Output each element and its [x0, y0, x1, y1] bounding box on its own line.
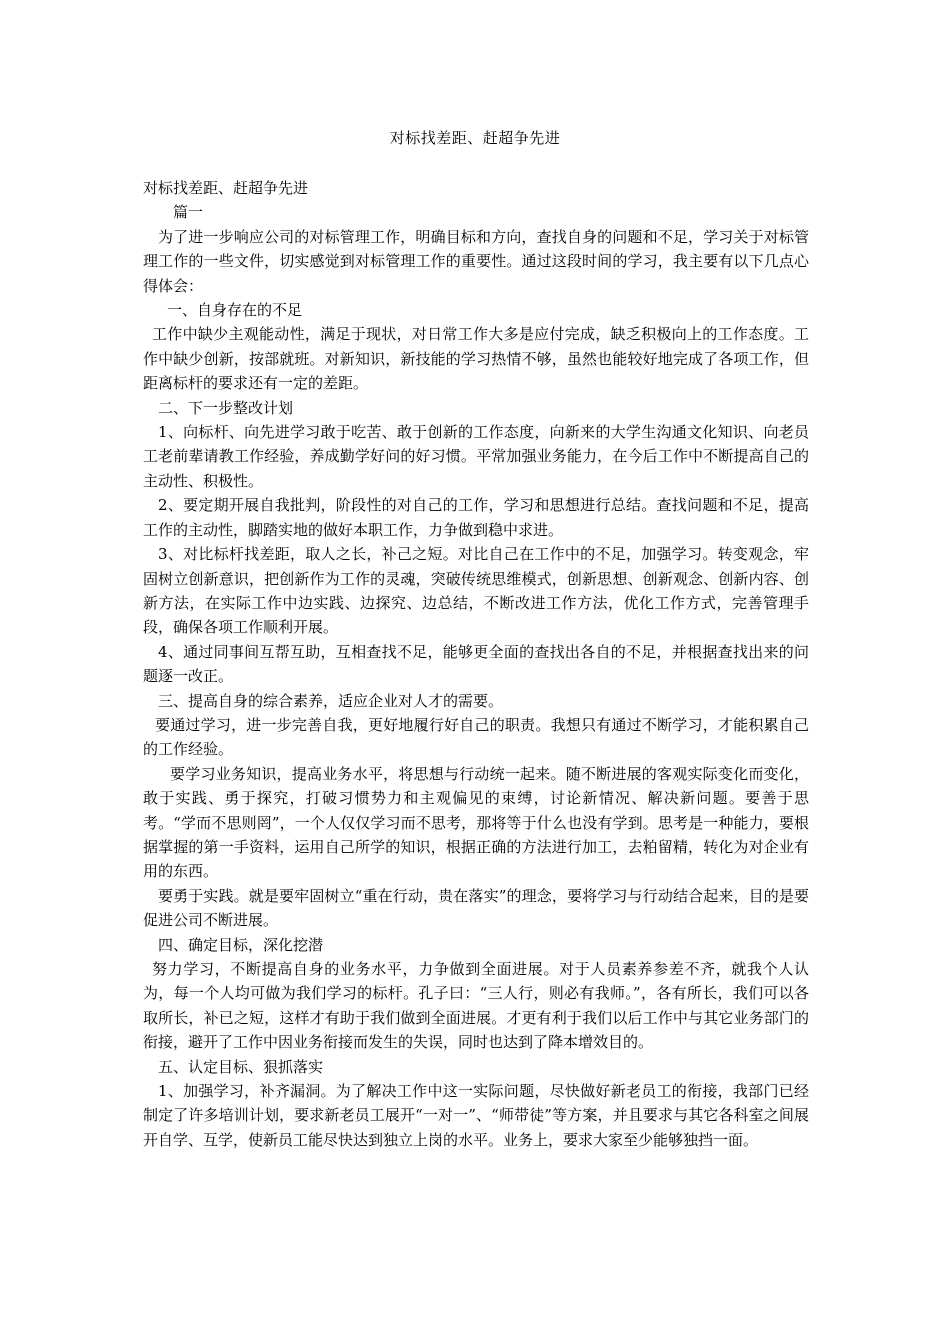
paragraph: 要通过学习，进一步完善自我，更好地履行好自己的职责。我想只有通过不断学习，才能积累自己的工作经验。 — [143, 715, 809, 759]
paragraph: 3、对比标杆找差距，取人之长，补己之短。对比自己在工作中的不足，加强学习。转变观念，牢固树立创新意识，把创新作为工作的灵魂，突破传统思维模式，创新思想、创新观念、创新内容、创新方法，在实际工作中边实践、边探究、边总结，不断改进工作方法，优化工作方式，完善管理手段，确保各项工作顺利开展。 — [143, 545, 809, 637]
paragraph: 工作中缺少主观能动性，满足于现状，对日常工作大多是应付完成，缺乏积极向上的工作态度。工作中缺少创新，按部就班。对新知识，新技能的学习热情不够，虽然也能较好地完成了各项工作，但距离标杆的要求还有一定的差距。 — [143, 325, 809, 393]
paragraph: 四、确定目标，深化挖潜 — [158, 935, 324, 954]
paragraph: 篇一 — [173, 203, 204, 222]
paragraph: 2、要定期开展自我批判，阶段性的对自己的工作，学习和思想进行总结。查找问题和不足，提高工作的主动性，脚踏实地的做好本职工作，力争做到稳中求进。 — [143, 496, 809, 539]
paragraph: 要勇于实践。就是要牢固树立“重在行动，贵在落实”的理念，要将学习与行动结合起来，目的是要促进公司不断进展。 — [143, 886, 809, 930]
paragraph: 一、自身存在的不足 — [167, 301, 303, 320]
paragraph: 对标找差距、赶超争先进 — [143, 179, 309, 197]
paragraph: 三、提高自身的综合素养，适应企业对人才的需要。 — [158, 691, 504, 710]
paragraph: 1、加强学习，补齐漏洞。为了解决工作中这一实际问题，尽快做好新老员工的衔接，我部门已经制定了许多培训计划，要求新老员工展开“一对一”、“师带徒”等方案，并且要求与其它各科室之间展开自学、互学，使新员工能尽快达到独立上岗的水平。业务上，要求大家至少能够独挡一面。 — [143, 1082, 809, 1149]
paragraph: 4、通过同事间互帮互助，互相查找不足，能够更全面的查找出各自的不足，并根据查找出来的问题逐一改正。 — [143, 642, 809, 686]
document-body — [143, 176, 809, 1152]
paragraph: 努力学习，不断提高自身的业务水平，力争做到全面进展。对于人员素养参差不齐，就我个人认为，每一个人均可做为我们学习的标杆。孔子曰：“三人行，则必有我师。”，各有所长，我们可以各取所长，补已之短，这样才有助于我们做到全面进展。才更有利于我们以后工作中与其它业务部门的衔接，避开了工作中因业务衔接而发生的失误，同时也达到了降本增效目的。 — [143, 960, 809, 1052]
paragraph: 五、认定目标、狠抓落实 — [158, 1057, 324, 1076]
paragraph: 为了进一步响应公司的对标管理工作，明确目标和方向，查找自身的问题和不足，学习关于对标管理工作的一些文件，切实感觉到对标管理工作的重要性。通过这段时间的学习，我主要有以下几点心得体会： — [143, 227, 809, 295]
document-title: 对标找差距、赶超争先进 — [389, 129, 561, 147]
paragraph: 二、下一步整改计划 — [158, 398, 294, 417]
paragraph: 1、向标杆、向先进学习敢于吃苦、敢于创新的工作态度，向新来的大学生沟通文化知识、向老员工老前辈请教工作经验，养成勤学好问的好习惯。平常加强业务能力，在今后工作中不断提高自己的主动性、积极性。 — [143, 423, 809, 490]
paragraph: 要学习业务知识，提高业务水平，将思想与行动统一起来。随不断进展的客观实际变化而变化，敢于实践、勇于探究，打破习惯势力和主观偏见的束缚，讨论新情况、解决新问题。要善于思考。“学而不思则罔”，一个人仅仅学习而不思考，那将等于什么也没有学到。思考是一种能力，要根据掌握的第一手资料，运用自己所学的知识，根据正确的方法进行加工，去粕留精，转化为对企业有用的东西。 — [143, 764, 809, 881]
